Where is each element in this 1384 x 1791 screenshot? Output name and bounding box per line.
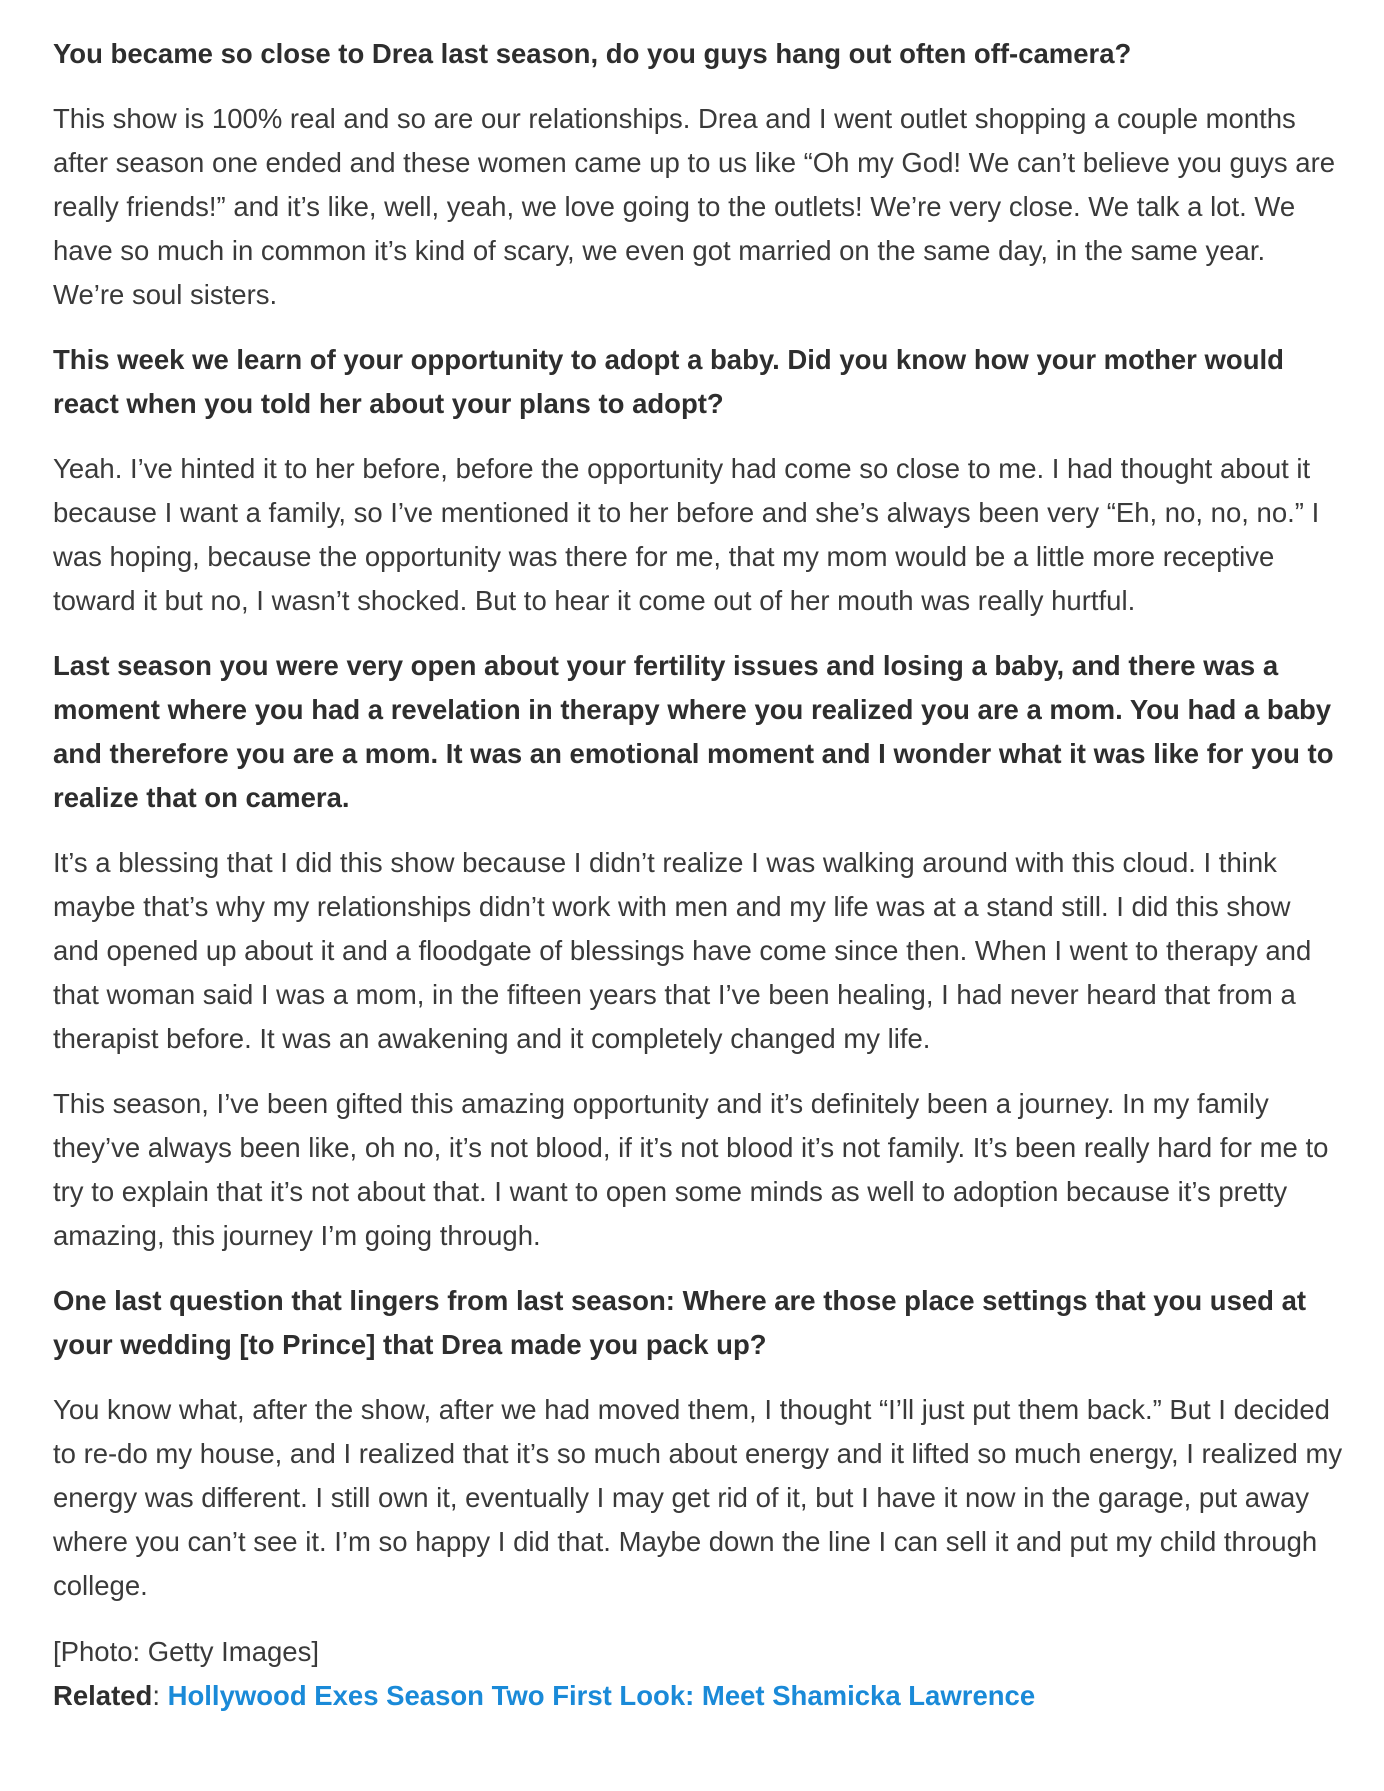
related-label: Related	[53, 1680, 153, 1711]
related-article-link[interactable]: Hollywood Exes Season Two First Look: Meet Shamicka Lawrence	[167, 1680, 1036, 1711]
related-separator: :	[152, 1680, 168, 1711]
related-article	[53, 1674, 1343, 1718]
interview-answer-3: It’s a blessing that I did this show because I didn’t realize I was walking around with this cloud. I think maybe that’s why my relationships didn’t work with men and my life was at a stand still. I did this show and opened up about it and a floodgate of blessings have come since then. When I went to therapy and that woman said I was a mom, in the fifteen years that I’ve been healing, I had never heard that from a therapist before. It was an awakening and it completely changed my life.	[53, 847, 1312, 1054]
interview-answer-4: You know what, after the show, after we had moved them, I thought “I’ll just put them back.” But I decided to re-do my house, and I realized that it’s so much about energy and it lifted so much energy, I realized my energy was different. I still own it, eventually I may get rid of it, but I have it now in the garage, put away where you can’t see it. I’m so happy I did that. Maybe down the line I can sell it and put my child through college.	[53, 1394, 1343, 1601]
interview-answer-2: Yeah. I’ve hinted it to her before, before the opportunity had come so close to me. I had thought about it because I want a family, so I’ve mentioned it to her before and she’s always been very “Eh, no, no, no.” I was hoping, because the opportunity was there for me, that my mom would be a little more receptive toward it but no, I wasn’t shocked. But to hear it come out of her mouth was really hurtful.	[53, 453, 1320, 616]
interview-question-2: This week we learn of your opportunity to adopt a baby. Did you know how your mother would react when you told her about your plans to adopt?	[53, 344, 1284, 419]
interview-question-3: Last season you were very open about your fertility issues and losing a baby, and there was a moment where you had a revelation in therapy where you realized you are a mom. You had a baby and therefore you are a mom. It was an emotional moment and I wonder what it was like for you to realize that on camera.	[53, 650, 1334, 813]
interview-answer-3-continued: This season, I’ve been gifted this amazing opportunity and it’s definitely been a journey. In my family they’ve always been like, oh no, it’s not blood, if it’s not blood it’s not family. It’s been really hard for me to try to explain that it’s not about that. I want to open some minds as well to adoption because it’s pretty amazing, this journey I’m going through.	[53, 1088, 1329, 1251]
photo-credit: [Photo: Getty Images]	[53, 1636, 319, 1667]
interview-question-1: You became so close to Drea last season, do you guys hang out often off-camera?	[53, 38, 1132, 69]
interview-answer-1: This show is 100% real and so are our relationships. Drea and I went outlet shopping a couple months after season one ended and these women came up to us like “Oh my God! We can’t believe you guys are really friends!” and it’s like, well, yeah, we love going to the outlets! We’re very close. We talk a lot. We have so much in common it’s kind of scary, we even got married on the same day, in the same year. We’re soul sisters.	[53, 103, 1336, 310]
interview-question-4: One last question that lingers from last season: Where are those place settings that you used at your wedding [to Prince] that Drea made you pack up?	[53, 1285, 1307, 1360]
article-body	[53, 32, 1343, 1718]
